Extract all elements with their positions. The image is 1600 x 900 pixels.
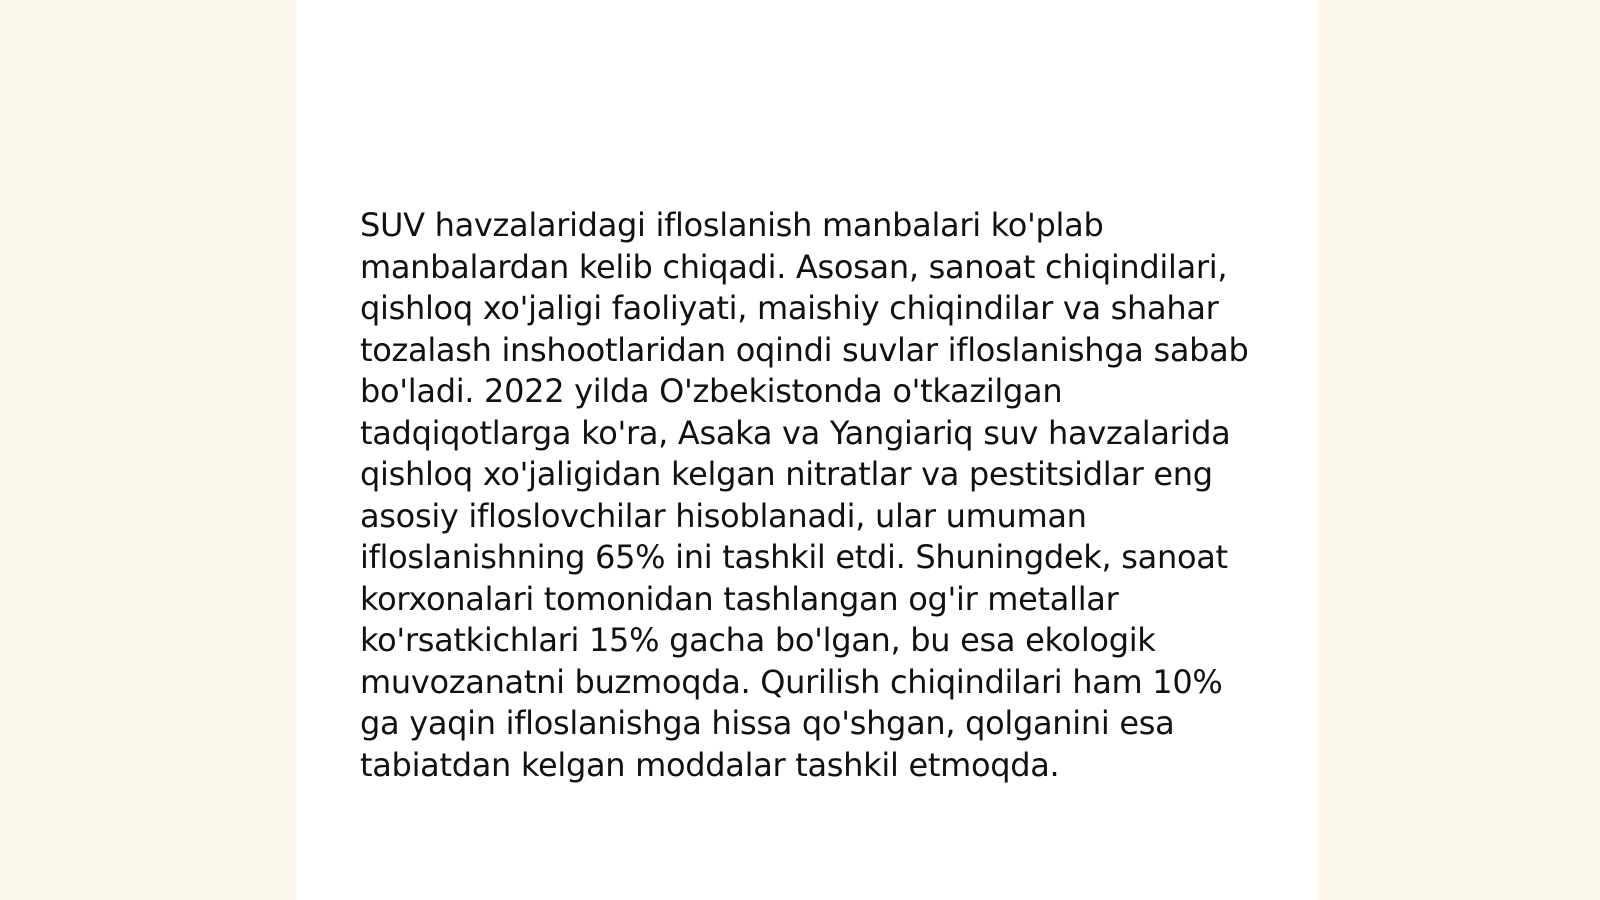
document-page: [296, 0, 1318, 900]
body-paragraph: SUV havzalaridagi ifloslanish manbalari ko'plab manbalardan kelib chiqadi. Asosan, sanoat chiqindilari, qishloq xo'jaligi faoliyati, maishiy chiqindilar va shahar tozalash inshootlaridan oqindi suvlar ifloslanishga sabab bo'ladi. 2022 yilda O'zbekistonda o'tkazilgan tadqiqotlarga ko'ra, Asaka va Yangiariq suv havzalarida qishloq xo'jaligidan kelgan nitratlar va pestitsidlar eng asosiy ifloslovchilar hisoblanadi, ular umuman ifloslanishning 65% ini tashkil etdi. Shuningdek, sanoat korxonalari tomonidan tashlangan og'ir metallar ko'rsatkichlari 15% gacha bo'lgan, bu esa ekologik muvozanatni buzmoqda. Qurilish chiqindilari ham 10% ga yaqin ifloslanishga hissa qo'shgan, qolganini esa tabiatdan kelgan moddalar tashkil etmoqda.: [360, 206, 1249, 784]
